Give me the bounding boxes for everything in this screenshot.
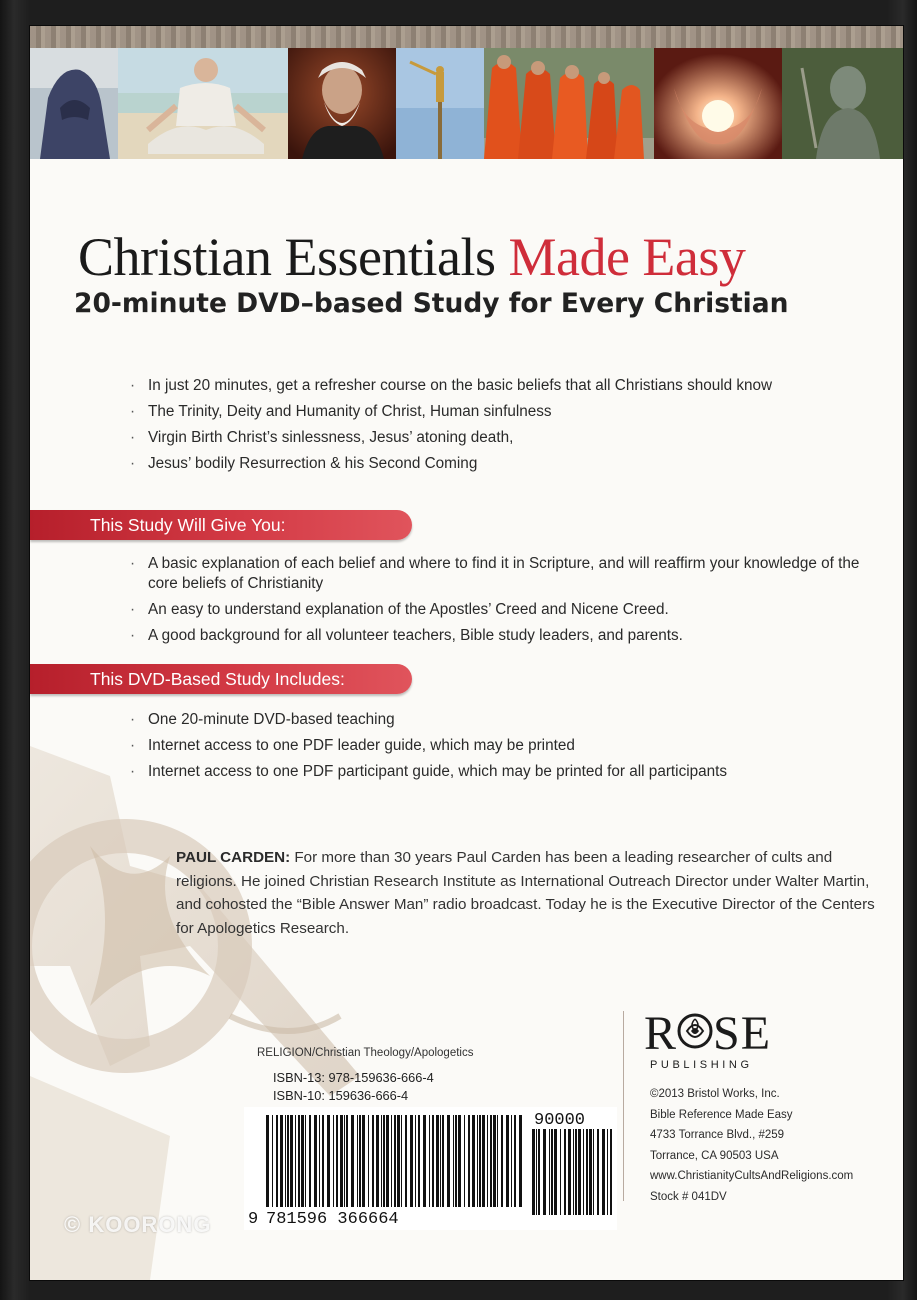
photo-meditation	[118, 48, 288, 159]
price-code: 90000	[534, 1111, 586, 1130]
bullet-dot-icon: ·	[130, 455, 136, 472]
barcode-digits: 781596 366664	[266, 1210, 399, 1229]
bullet-dot-icon: ·	[130, 711, 136, 728]
bullet-dot-icon: ·	[130, 429, 136, 446]
barcode-graphic	[244, 1107, 617, 1230]
rose-icon	[677, 1006, 713, 1061]
publisher-line: 4733 Torrance Blvd., #259	[650, 1129, 785, 1141]
list-item: · In just 20 minutes, get a refresher course on the basic beliefs that all Christians should know	[130, 377, 773, 394]
publisher-url[interactable]: www.ChristianityCultsAndReligions.com	[650, 1170, 854, 1182]
list-item: · Jesus’ bodily Resurrection & his Second Coming	[130, 455, 478, 472]
list-item: · A basic explanation of each belief and where to find it in Scripture, and will reaffirm your knowledge of the core beliefs of Christianity	[130, 555, 860, 592]
bullet-dot-icon: ·	[130, 377, 136, 394]
list-item: · An easy to understand explanation of the Apostles’ Creed and Nicene Creed.	[130, 601, 669, 618]
give-bullet-list	[128, 554, 868, 652]
bullet-dot-icon: ·	[130, 555, 136, 572]
isbn-13: ISBN-13: 978-159636-666-4	[273, 1070, 434, 1085]
publisher-info	[650, 1084, 853, 1207]
photo-veiled-woman	[30, 48, 118, 159]
section-banner-give: This Study Will Give You:	[30, 510, 412, 540]
bullet-dot-icon: ·	[130, 627, 136, 644]
title-main: Christian Essentials	[78, 227, 509, 287]
dvd-back-cover	[30, 26, 903, 1280]
list-item: · One 20-minute DVD-based teaching	[130, 711, 395, 728]
watermark: © KOORONG	[64, 1212, 212, 1237]
intro-bullet-list	[128, 376, 898, 480]
title-accent: Made Easy	[508, 227, 746, 287]
photo-strip	[30, 26, 903, 159]
list-item: · Internet access to one PDF participant guide, which may be printed for all participants	[130, 763, 728, 780]
list-item: · The Trinity, Deity and Humanity of Christ, Human sinfulness	[130, 403, 552, 420]
list-item: · Internet access to one PDF leader guide, which may be printed	[130, 737, 575, 754]
section-banner-includes: This DVD-Based Study Includes:	[30, 664, 412, 694]
author-bio-text: For more than 30 years Paul Carden has been a leading researcher of cults and religions. He joined Christian Research Institute as International Outreach Director under Walter Martin, and cohosted the “Bible Answer Man” radio broadcast. Today he is the Executive Director of the Centers for Apologetics Research.	[176, 849, 875, 937]
list-item: · A good background for all volunteer teachers, Bible study leaders, and parents.	[130, 627, 683, 644]
photo-angel-statue	[396, 48, 484, 159]
bullet-dot-icon: ·	[130, 403, 136, 420]
publisher-line: Bible Reference Made Easy	[650, 1108, 793, 1121]
photo-hands-light	[654, 48, 782, 159]
publisher-line: Stock # 041DV	[650, 1190, 727, 1203]
barcode	[244, 1107, 617, 1230]
page-title	[78, 226, 745, 288]
publisher-logo-sub: PUBLISHING	[650, 1059, 753, 1071]
bullet-dot-icon: ·	[130, 763, 136, 780]
author-bio	[176, 846, 876, 940]
category-label: RELIGION/Christian Theology/Apologetics	[257, 1047, 474, 1059]
divider	[623, 1011, 624, 1201]
author-name: PAUL CARDEN:	[176, 849, 291, 866]
photo-monks	[484, 48, 654, 159]
photo-buddha-statue	[782, 48, 903, 159]
bullet-dot-icon: ·	[130, 737, 136, 754]
publisher-logo: R SE	[644, 1007, 772, 1060]
strip-texture	[30, 26, 903, 48]
publisher-line: ©2013 Bristol Works, Inc.	[650, 1088, 780, 1100]
list-item: · Virgin Birth Christ’s sinlessness, Jesus’ atoning death,	[130, 429, 514, 446]
publisher-line: Torrance, CA 90503 USA	[650, 1149, 779, 1162]
includes-bullet-list	[128, 710, 888, 788]
photo-bearded-man	[288, 48, 396, 159]
bullet-dot-icon: ·	[130, 601, 136, 618]
subtitle: 20-minute DVD–based Study for Every Christian	[74, 288, 789, 319]
barcode-lead-digit: 9	[248, 1210, 259, 1229]
isbn-10: ISBN-10: 159636-666-4	[273, 1088, 409, 1103]
